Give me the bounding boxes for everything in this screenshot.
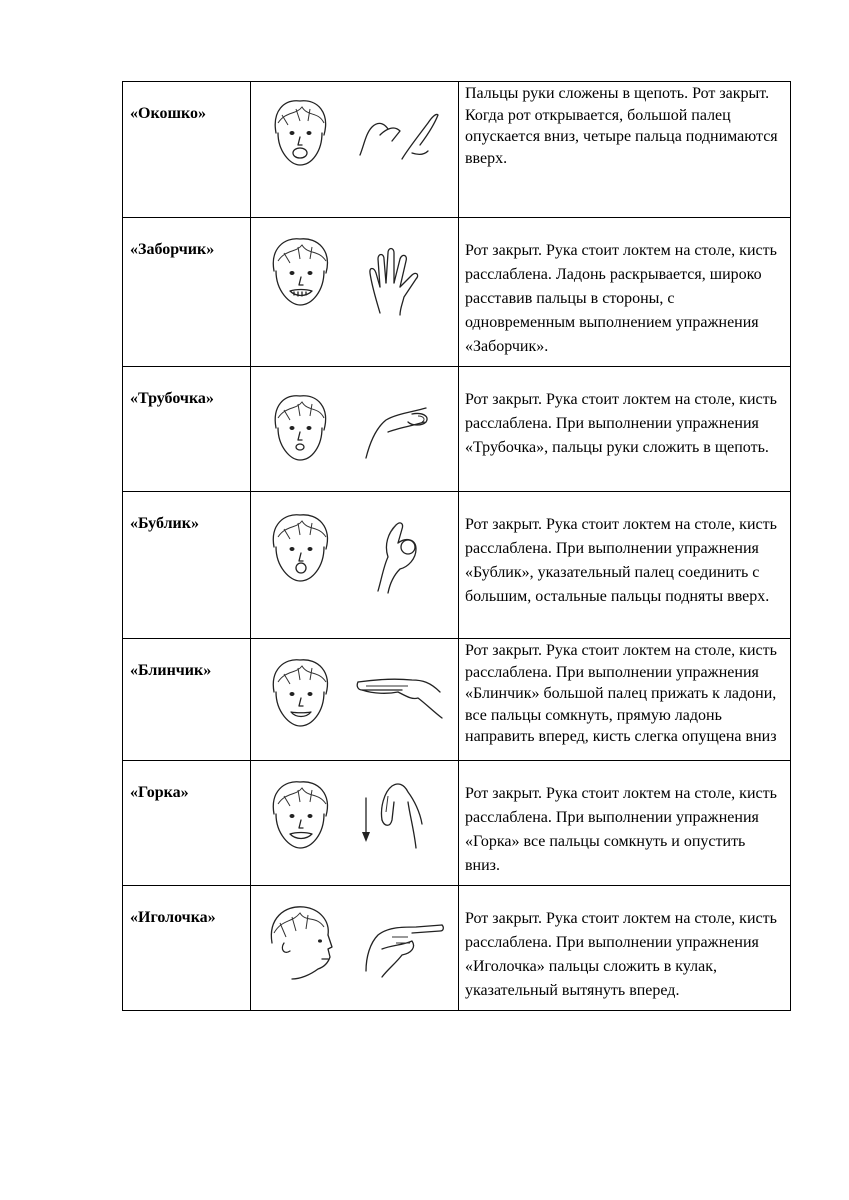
child-face-icon: [273, 782, 327, 848]
exercise-description-cell: [459, 761, 791, 886]
exercise-name: «Иголочка»: [130, 909, 216, 926]
hand-window-icon: [360, 114, 438, 159]
illustration-cell: [251, 82, 459, 218]
child-face-icon: [273, 660, 327, 726]
hand-down-icon: [381, 784, 422, 848]
table-row: [123, 367, 791, 492]
exercise-description-cell: [459, 218, 791, 367]
illustration-cell: [251, 639, 459, 761]
exercise-name: «Горка»: [130, 784, 189, 801]
illustration-bublik: [262, 503, 447, 598]
down-arrow-icon: [362, 798, 370, 842]
exercise-description: Рот закрыт. Рука стоит локтем на столе, кисть расслаблена. Ладонь раскрывается, широко расставив пальцы в стороны, с одновременным выполнением упражнения «Заборчик».: [465, 242, 777, 355]
exercise-name: «Блинчик»: [130, 662, 212, 679]
illustration-cell: [251, 218, 459, 367]
table-row: [123, 886, 791, 1011]
illustration-cell: [251, 886, 459, 1011]
hand-ring-icon: [378, 523, 416, 593]
illustration-zaborchik: [262, 229, 447, 319]
exercise-name-cell: [123, 761, 251, 886]
exercise-description: Рот закрыт. Рука стоит локтем на столе, кисть расслаблена. При выполнении упражнения «Иголочка» пальцы сложить в кулак, указательный вытянуть вперед.: [465, 910, 777, 999]
illustration-trubochka: [262, 378, 447, 468]
exercise-name-cell: [123, 82, 251, 218]
exercise-description-cell: [459, 886, 791, 1011]
exercise-name-cell: [123, 639, 251, 761]
exercise-description: Рот закрыт. Рука стоит локтем на столе, кисть расслаблена. При выполнении упражнения «Горка» все пальцы сомкнуть и опустить вниз.: [465, 785, 777, 874]
hand-pointing-icon: [366, 925, 443, 977]
exercise-description-cell: [459, 492, 791, 639]
open-hand-icon: [370, 249, 418, 316]
table-row: [123, 82, 791, 218]
illustration-okoshko: [262, 93, 447, 173]
exercise-name: «Заборчик»: [130, 241, 215, 258]
illustration-blinchik: [262, 650, 447, 745]
flat-hand-icon: [357, 679, 442, 718]
table-row: [123, 218, 791, 367]
hand-pinch-icon: [366, 408, 427, 458]
exercise-name-cell: [123, 367, 251, 492]
exercise-name-cell: [123, 218, 251, 367]
exercise-name-cell: [123, 492, 251, 639]
table-row: [123, 761, 791, 886]
illustration-cell: [251, 492, 459, 639]
child-face-icon: [273, 515, 327, 581]
exercise-name: «Бублик»: [130, 515, 199, 532]
child-profile-face-icon: [271, 907, 332, 979]
illustration-cell: [251, 367, 459, 492]
exercise-table: [122, 81, 791, 1011]
illustration-cell: [251, 761, 459, 886]
exercise-name-cell: [123, 886, 251, 1011]
exercise-name: «Окошко»: [130, 105, 206, 122]
exercise-description: Рот закрыт. Рука стоит локтем на столе, кисть расслаблена. При выполнении упражнения «Блинчик» большой палец прижать к ладони, все пальцы сомкнуть, прямую ладонь направить вперед, кисть слегка опущена вниз: [465, 642, 777, 745]
table-row: [123, 492, 791, 639]
exercise-description: Пальцы руки сложены в щепоть. Рот закрыт. Когда рот открывается, большой палец опускается вниз, четыре пальца поднимаются вверх.: [465, 85, 778, 167]
illustration-igolochka: [262, 897, 447, 992]
child-face-icon: [273, 239, 327, 305]
child-face-icon: [275, 101, 325, 165]
exercise-description-cell: [459, 367, 791, 492]
exercise-description-cell: [459, 82, 791, 218]
table-row: [123, 639, 791, 761]
child-face-icon: [275, 396, 325, 460]
exercise-name: «Трубочка»: [130, 390, 214, 407]
exercise-description: Рот закрыт. Рука стоит локтем на столе, кисть расслаблена. При выполнении упражнения «Трубочка», пальцы руки сложить в щепоть.: [465, 391, 777, 456]
illustration-gorka: [262, 772, 447, 867]
exercise-description-cell: [459, 639, 791, 761]
exercise-description: Рот закрыт. Рука стоит локтем на столе, кисть расслаблена. При выполнении упражнения «Бублик», указательный палец соединить с большим, остальные пальцы подняты вверх.: [465, 516, 777, 605]
